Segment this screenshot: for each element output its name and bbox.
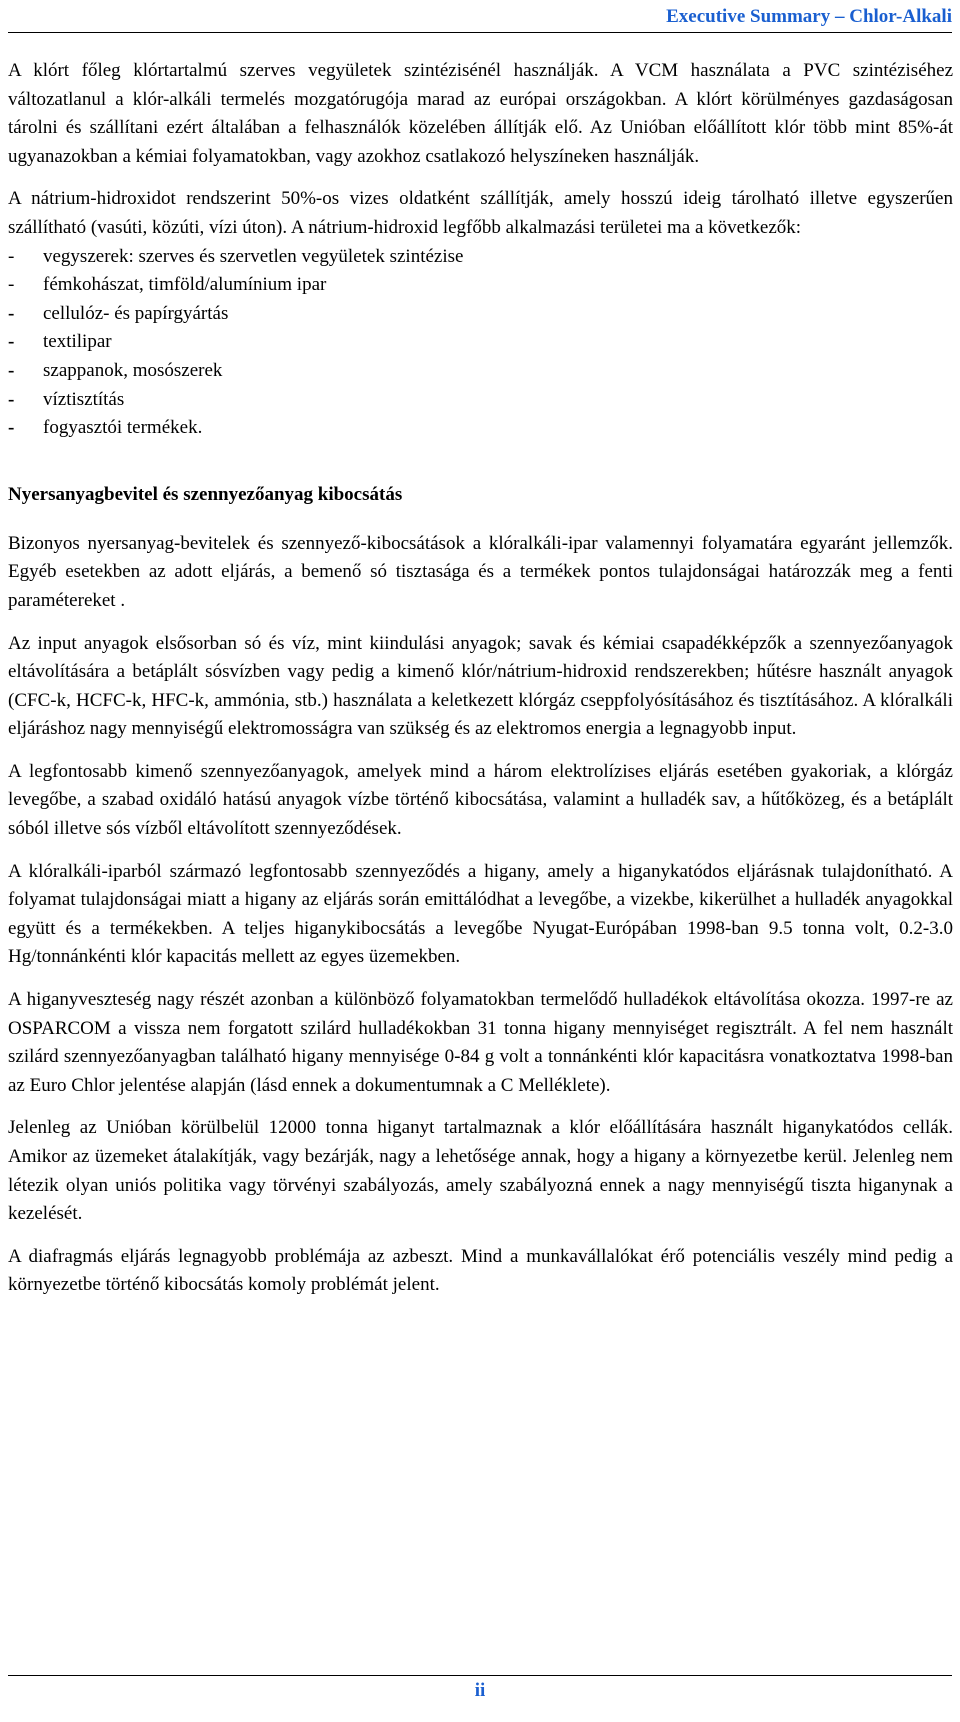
list-item (8, 271, 953, 300)
paragraph: A legfontosabb kimenő szennyezőanyagok, amelyek mind a három elektrolízises eljárás esetében gyakoriak, a klórgáz levegőbe, a szabad oxidáló hatású anyagok vízbe történő kibocsátása, valamint a hulladék sav, a hűtőközeg, és a betáplált sóból illetve sós vízből eltávolított szennyeződések. (8, 760, 953, 840)
list-item (8, 243, 953, 272)
dash-bullet: - (8, 359, 15, 381)
list-item-text: cellulóz- és papírgyártás (43, 302, 229, 324)
list-item-text: víztisztítás (43, 388, 125, 410)
list-item-text: szappanok, mosószerek (43, 359, 223, 381)
list-item-text: vegyszerek: szerves és szervetlen vegyületek szintézise (43, 245, 464, 267)
paragraph: A higanyveszteség nagy részét azonban a különböző folyamatokban termelődő hulladékok eltávolítása okozza. 1997-re az OSPARCOM a vissza nem forgatott szilárd hulladékokban 31 tonna higany mennyiséget regisztrált. A fel nem használt szilárd szennyezőanyagban található higany mennyisége 0-84 g volt a tonnánkénti klór kapacitásra vonatkoztatva 1998-ban az Euro Chlor jelentése alapján (lásd ennek a dokumentumnak a C Melléklete). (8, 989, 953, 1096)
naoh-applications-list (8, 243, 953, 443)
paragraph-naoh-transport: A nátrium-hidroxidot rendszerint 50%-os vizes oldatként szállítják, amely hosszú ideig tárolható illetve egyszerűen szállítható (vasúti, közúti, vízi úton). A nátrium-hidroxid legfőbb alkalmazási területei ma a következők: (8, 188, 953, 238)
page-footer (8, 1675, 952, 1702)
dash-bullet: - (8, 417, 15, 439)
dash-bullet: - (8, 388, 15, 410)
page-number: ii (474, 1680, 486, 1701)
list-item-text: fogyasztói termékek. (43, 417, 203, 439)
dash-bullet: - (8, 302, 15, 324)
paragraph: A klóralkáli-iparból származó legfontosabb szennyeződés a higany, amely a higanykatódos eljárásnak tulajdonítható. A folyamat tulajdonságai miatt a higany az eljárás során emittálódhat a levegőbe, a vizekbe, kikerülhet a hulladék anyagokkal együtt és a termékekben. A teljes higanykibocsátás a levegőbe Nyugat-Európában 1998-ban 9.5 tonna volt, 0.2-3.0 Hg/tonnánkénti klór kapacitás mellett az egyes üzemekben. (8, 860, 953, 968)
list-item (8, 357, 953, 386)
list-item (8, 386, 953, 415)
paragraph: Az input anyagok elsősorban só és víz, mint kiindulási anyagok; savak és kémiai csapadékképzők a szennyezőanyagok eltávolítására a betáplált sósvízben vagy pedig a kimenő klór/nátrium-hidroxid rendszerekben; hűtésre használt anyagok (CFC-k, HCFC-k, HFC-k, ammónia, stb.) használata a keletkezett klórgáz cseppfolyósításához és tisztításához. A klóralkáli eljáráshoz nagy mennyiségű elektromosságra van szükség és az elektromos energia a legnagyobb input. (8, 632, 953, 740)
paragraph: Jelenleg az Unióban körülbelül 12000 tonna higanyt tartalmaznak a klór előállítására használt higanykatódos cellák. Amikor az üzemeket átalakítják, vagy bezárják, nagy a lehetősége annak, hogy a higany a környezetbe kerül. Jelenleg nem létezik olyan uniós politika vagy törvényi szabályozás, amely szabályozná ennek a nagy mennyiségű tiszta higanynak a kezelését. (8, 1117, 953, 1225)
list-item-text: textilipar (43, 331, 112, 353)
running-header: Executive Summary – Chlor-Alkali (8, 6, 952, 33)
section-heading: Nyersanyagbevitel és szennyezőanyag kibocsátás (8, 483, 403, 505)
document-body (8, 57, 953, 1314)
paragraph: A diafragmás eljárás legnagyobb problémája az azbeszt. Mind a munkavállalókat érő potenciális veszély mind pedig a környezetbe történő kibocsátás komoly problémát jelent. (8, 1245, 953, 1296)
dash-bullet: - (8, 274, 15, 296)
paragraph: Bizonyos nyersanyag-bevitelek és szennyező-kibocsátások a klóralkáli-ipar valamennyi folyamatára egyaránt jellemzők. Egyéb esetekben az adott eljárás, a bemenő só tisztasága és a termékek pontos tulajdonságai határozzák meg a fenti paramétereket . (8, 532, 953, 611)
list-item-text: fémkohászat, timföld/alumínium ipar (43, 274, 327, 296)
paragraph-chlorine-use: A klórt főleg klórtartalmú szerves vegyületek szintézisénél használják. A VCM használata a PVC szintéziséhez változatlanul a klór-alkáli termelés mozgatórugója marad az európai országokban. A klórt körülményes gazdaságosan tárolni és szállítani ezért általában a felhasználók közelében állítják elő. Az Unióban előállított klór több mint 85%-át ugyanazokban a kémiai folyamatokban, vagy azokhoz csatlakozó helyszíneken használják. (8, 60, 953, 167)
dash-bullet: - (8, 331, 15, 353)
list-item (8, 300, 953, 329)
list-item (8, 328, 953, 357)
dash-bullet: - (8, 245, 15, 267)
list-item (8, 414, 953, 443)
